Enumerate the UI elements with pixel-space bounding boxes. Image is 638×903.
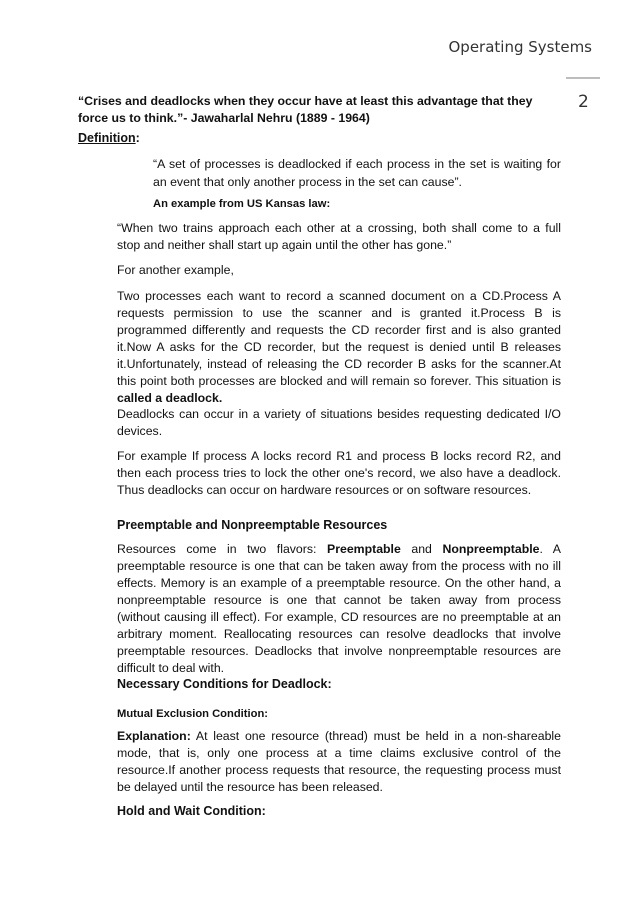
preemptable-intro: Resources come in two flavors:: [117, 542, 327, 556]
definition-label: [78, 131, 140, 145]
running-header-title: Operating Systems: [448, 38, 592, 56]
mutual-exclusion-paragraph: [117, 728, 561, 796]
scanner-example-paragraph: [117, 288, 561, 407]
deadlock-emphasis: called a deadlock.: [117, 391, 223, 405]
preemptable-rest: . A preemptable resource is one that can be taken away from the process with no ill effects. Memory is an example of a preemptable resource. On the other hand, a nonpreemptable resource is one that cannot be taken away from process (without causing ill effect). For example, CD resources are no preemptable at an arbitrary moment. Reallocating resources can resolve deadlocks that involve preemptable resources. Deadlocks that involve nonpreemptable resources are difficult to deal with.: [117, 542, 561, 675]
explanation-label: Explanation:: [117, 729, 191, 743]
epigraph-quote: “Crises and deadlocks when they occur have at least this advantage that they force us to think.”- Jawaharlal Nehru (1889 - 1964): [78, 94, 533, 125]
kansas-example-text: “When two trains approach each other at a crossing, both shall come to a full stop and neither shall start up again until the other has gone.”: [117, 221, 561, 252]
preemptable-heading: Preemptable and Nonpreemptable Resources: [117, 518, 388, 532]
another-example-text: For another example,: [117, 263, 234, 277]
mutual-exclusion-text: At least one resource (thread) must be held in a non-shareable mode, that is, only one process at a time claims exclusive control of the resource.If another process requests that resource, the requesting process must be delayed until the resource has been released.: [117, 729, 561, 794]
preemptable-and: and: [400, 542, 443, 556]
definition-label-text: Definition: [78, 131, 136, 145]
records-example-paragraph: For example If process A locks record R1 and process B locks record R2, and then each process tries to lock the other one's record, we also have a deadlock. Thus deadlocks can occur on hardware resources or on software resources.: [117, 449, 561, 497]
necessary-conditions-heading: Necessary Conditions for Deadlock:: [117, 677, 332, 691]
definition-text: “A set of processes is deadlocked if each process in the set is waiting for an event that only another process in the set can cause”.: [153, 157, 561, 189]
kansas-example-heading: An example from US Kansas law:: [153, 198, 331, 210]
io-devices-paragraph: Deadlocks can occur in a variety of situations besides requesting dedicated I/O devices.: [117, 407, 561, 438]
header-rule: [566, 77, 600, 79]
scanner-example-text: Two processes each want to record a scanned document on a CD.Process A requests permission to use the scanner and is granted it.Process B is programmed differently and requests the CD recorder first and is also granted it.Now A asks for the CD recorder, but the request is denied until B releases it.Unfortunately, instead of releasing the CD recorder B asks for the scanner.At this point both processes are blocked and will remain so forever. This situation is: [117, 289, 561, 388]
nonpreemptable-term: Nonpreemptable: [442, 542, 540, 556]
hold-and-wait-heading: Hold and Wait Condition:: [117, 804, 266, 818]
preemptable-term: Preemptable: [327, 542, 401, 556]
preemptable-paragraph: [117, 541, 561, 677]
page-number: 2: [578, 92, 589, 112]
mutual-exclusion-heading: Mutual Exclusion Condition:: [117, 708, 269, 720]
definition-label-colon: :: [135, 131, 140, 145]
